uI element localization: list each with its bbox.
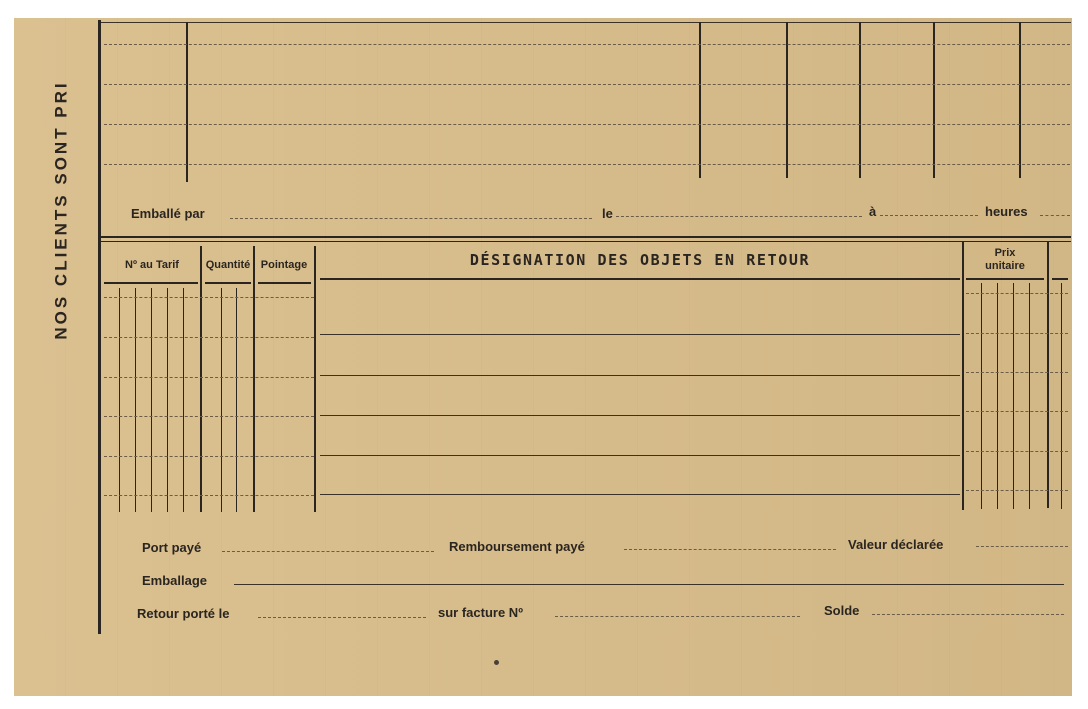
price-row-line [966, 372, 1068, 373]
top-row-line [104, 84, 1070, 85]
price-subcol [1061, 283, 1062, 509]
row-line [104, 337, 314, 338]
price-subcol [1013, 283, 1014, 509]
return-on-field[interactable] [258, 617, 426, 618]
tarif-subcol [135, 288, 136, 512]
header-underline [104, 282, 198, 284]
packed-date-field[interactable] [616, 216, 862, 217]
row-line [104, 416, 314, 417]
packaging-field[interactable] [234, 584, 1064, 585]
balance-label: Solde [824, 603, 860, 618]
col-header-price: Prix unitaire [985, 247, 1025, 272]
quantity-subcol [236, 288, 237, 512]
packed-hours-field[interactable] [1040, 215, 1070, 216]
top-table-border [101, 22, 1071, 23]
price-row-line [966, 490, 1068, 491]
refund-paid-label: Remboursement payé [449, 539, 585, 554]
tarif-subcol [167, 288, 168, 512]
top-col-divider-6 [1019, 22, 1021, 178]
main-table-top-rule [101, 236, 1071, 238]
declared-value-field[interactable] [976, 546, 1068, 547]
form-sheet [14, 18, 1072, 696]
row-line [104, 297, 314, 298]
price-row-line [966, 411, 1068, 412]
side-text: NOS CLIENTS SONT PRI [52, 80, 72, 340]
return-on-label: Retour porté le [137, 606, 230, 621]
col-divider [1047, 242, 1049, 508]
left-margin-rule [98, 20, 101, 634]
packed-by-label: Emballé par [131, 206, 205, 221]
invoice-field[interactable] [555, 616, 800, 617]
main-table-top-rule-2 [101, 241, 1071, 242]
ink-spot [494, 660, 499, 665]
packed-by-field[interactable] [230, 218, 592, 219]
packaging-label: Emballage [142, 573, 208, 588]
price-subcol [997, 283, 998, 509]
price-row-line [966, 451, 1068, 452]
refund-paid-field[interactable] [624, 549, 836, 550]
top-col-divider-5 [933, 22, 935, 178]
tarif-subcol [151, 288, 152, 512]
designation-row-line [320, 334, 960, 335]
row-line [104, 377, 314, 378]
row-line [104, 495, 314, 496]
table-title: DÉSIGNATION DES OBJETS EN RETOUR [469, 251, 811, 269]
packed-hours-label: heures [985, 204, 1028, 219]
top-row-line [104, 124, 1070, 125]
top-row-line [104, 44, 1070, 45]
designation-row-line [320, 494, 960, 495]
port-paid-label: Port payé [142, 540, 202, 555]
price-row-line [966, 333, 1068, 334]
designation-row-line [320, 375, 960, 376]
price-row-line [966, 293, 1068, 294]
header-underline [966, 278, 1044, 280]
packed-date-label: le [602, 206, 613, 221]
col-header-pointage: Pointage [260, 259, 308, 271]
top-row-line [104, 164, 1070, 165]
col-divider [253, 246, 255, 512]
tarif-subcol [183, 288, 184, 512]
header-underline [320, 278, 960, 280]
col-header-quantity: Quantité [205, 259, 251, 271]
balance-field[interactable] [872, 614, 1064, 615]
col-header-tarif: Nº au Tarif [125, 259, 179, 271]
price-subcol [1029, 283, 1030, 509]
price-subcol [981, 283, 982, 509]
top-col-divider-3 [786, 22, 788, 178]
declared-value-label: Valeur déclarée [848, 537, 944, 552]
tarif-subcol [119, 288, 120, 512]
header-underline [1052, 278, 1068, 280]
col-divider [314, 246, 316, 512]
header-underline [258, 282, 311, 284]
designation-row-line [320, 415, 960, 416]
header-underline [205, 282, 251, 284]
col-divider [962, 242, 964, 510]
side-banner [47, 20, 77, 400]
top-col-divider-4 [859, 22, 861, 178]
packed-at-label: à [869, 204, 877, 219]
col-divider [200, 246, 202, 512]
top-col-divider-1 [186, 22, 188, 182]
quantity-subcol [221, 288, 222, 512]
designation-row-line [320, 455, 960, 456]
packed-at-field[interactable] [880, 215, 978, 216]
invoice-label: sur facture Nº [438, 605, 523, 620]
row-line [104, 456, 314, 457]
port-paid-field[interactable] [222, 551, 434, 552]
top-col-divider-2 [699, 22, 701, 178]
